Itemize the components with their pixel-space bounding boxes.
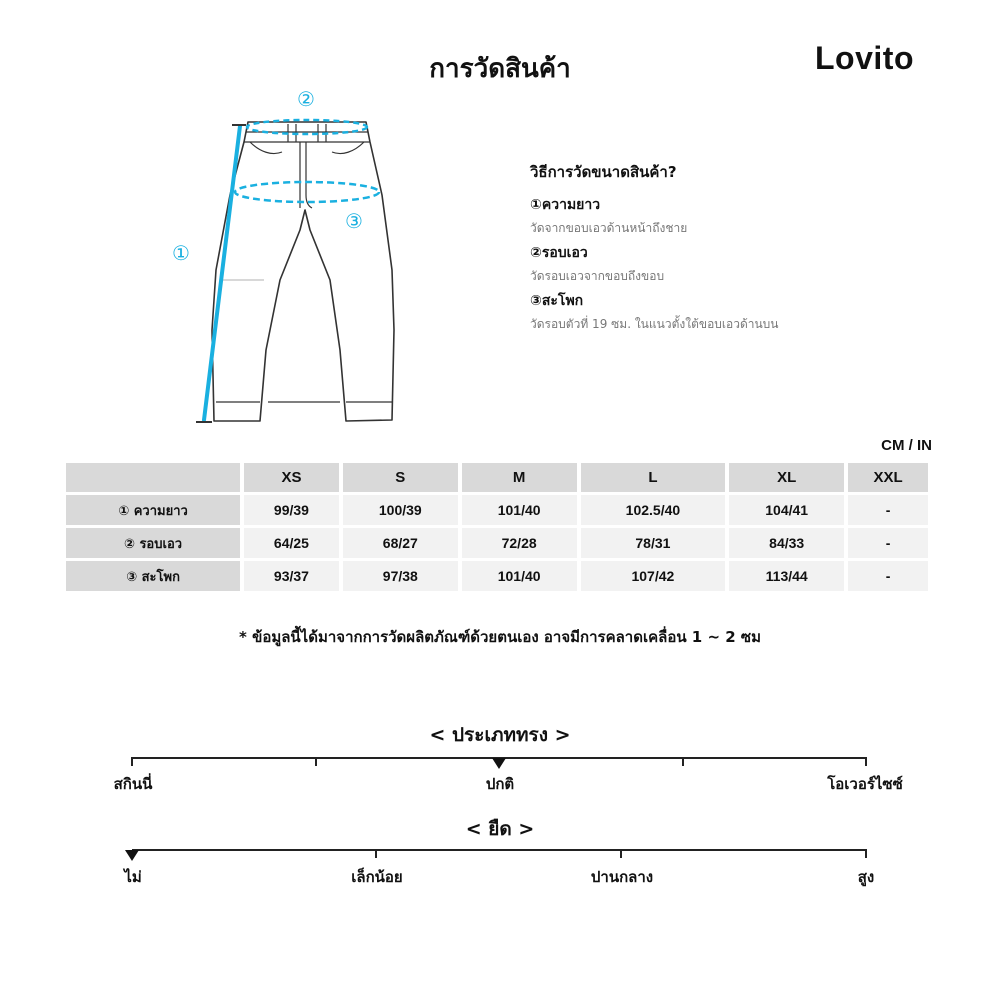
table-cell: 72/28 bbox=[462, 528, 577, 558]
fit-selected-marker bbox=[492, 758, 506, 769]
table-cell: 107/42 bbox=[581, 561, 726, 591]
size-header: M bbox=[462, 463, 577, 492]
stretch-label-none: ไม่ bbox=[124, 868, 142, 886]
diagram-label-waist: ② bbox=[297, 87, 315, 111]
stretch-scale-tick bbox=[375, 849, 377, 858]
row-label: ③ สะโพก bbox=[66, 561, 240, 591]
fit-scale-tick bbox=[865, 757, 867, 766]
unit-label: CM / IN bbox=[881, 437, 932, 454]
table-cell: - bbox=[848, 561, 928, 591]
stretch-scale-tick bbox=[620, 849, 622, 858]
page-title: การวัดสินค้า bbox=[429, 54, 571, 84]
how-to-item-title: ②รอบเอว bbox=[530, 245, 588, 261]
how-to-item-desc: วัดรอบตัวที่ 19 ซม. ในแนวตั้งใต้ขอบเอวด้านบน bbox=[530, 317, 779, 331]
stretch-label-medium: ปานกลาง bbox=[590, 868, 654, 886]
table-cell: 113/44 bbox=[729, 561, 844, 591]
how-to-item-title: ①ความยาว bbox=[530, 197, 601, 213]
size-table bbox=[62, 460, 932, 594]
brand-logo: Lovito bbox=[815, 40, 914, 76]
size-header: S bbox=[343, 463, 458, 492]
how-to-item-desc: วัดจากขอบเอวด้านหน้าถึงชาย bbox=[530, 221, 688, 235]
table-cell: 84/33 bbox=[729, 528, 844, 558]
table-cell: 102.5/40 bbox=[581, 495, 726, 525]
table-cell: 99/39 bbox=[244, 495, 339, 525]
size-header: XL bbox=[729, 463, 844, 492]
table-cell: 100/39 bbox=[343, 495, 458, 525]
stretch-label-slight: เล็กน้อย bbox=[351, 868, 403, 886]
size-header: L bbox=[581, 463, 726, 492]
table-cell: 101/40 bbox=[462, 495, 577, 525]
table-header-row bbox=[66, 463, 928, 492]
fit-label-regular: ปกติ bbox=[485, 775, 515, 793]
table-corner bbox=[66, 463, 240, 492]
table-cell: - bbox=[848, 528, 928, 558]
fit-scale-title: < ประเภททรง > bbox=[429, 724, 571, 746]
fit-scale-tick bbox=[682, 757, 684, 766]
table-row bbox=[66, 528, 928, 558]
table-cell: 64/25 bbox=[244, 528, 339, 558]
table-row bbox=[66, 561, 928, 591]
table-cell: 78/31 bbox=[581, 528, 726, 558]
how-to-measure bbox=[530, 160, 950, 338]
size-header: XS bbox=[244, 463, 339, 492]
pants-diagram bbox=[160, 80, 400, 435]
row-label: ② รอบเอว bbox=[66, 528, 240, 558]
fit-scale-tick bbox=[315, 757, 317, 766]
size-header: XXL bbox=[848, 463, 928, 492]
fit-scale-tick bbox=[131, 757, 133, 766]
stretch-scale-line bbox=[132, 849, 867, 851]
how-to-item-title: ③สะโพก bbox=[530, 293, 584, 309]
stretch-scale-title: < ยืด > bbox=[465, 818, 535, 840]
fit-label-skinny: สกินนี่ bbox=[113, 775, 153, 793]
table-cell: 68/27 bbox=[343, 528, 458, 558]
diagram-label-length: ① bbox=[172, 241, 190, 265]
diagram-label-hip: ③ bbox=[345, 209, 363, 233]
how-to-question: วิธีการวัดขนาดสินค้า? bbox=[530, 163, 677, 181]
stretch-selected-marker bbox=[125, 850, 139, 861]
how-to-item-desc: วัดรอบเอวจากขอบถึงขอบ bbox=[530, 269, 665, 283]
table-cell: 93/37 bbox=[244, 561, 339, 591]
measurement-note: * ข้อมูลนี้ได้มาจากการวัดผลิตภัณฑ์ด้วยตนเอง อาจมีการคลาดเคลื่อน 1 ~ 2 ซม bbox=[239, 628, 761, 646]
table-cell: 101/40 bbox=[462, 561, 577, 591]
stretch-label-high: สูง bbox=[857, 868, 875, 886]
table-row bbox=[66, 495, 928, 525]
table-cell: - bbox=[848, 495, 928, 525]
table-cell: 104/41 bbox=[729, 495, 844, 525]
row-label: ① ความยาว bbox=[66, 495, 240, 525]
fit-label-oversize: โอเวอร์ไซซ์ bbox=[827, 775, 903, 793]
stretch-scale-tick bbox=[865, 849, 867, 858]
table-cell: 97/38 bbox=[343, 561, 458, 591]
